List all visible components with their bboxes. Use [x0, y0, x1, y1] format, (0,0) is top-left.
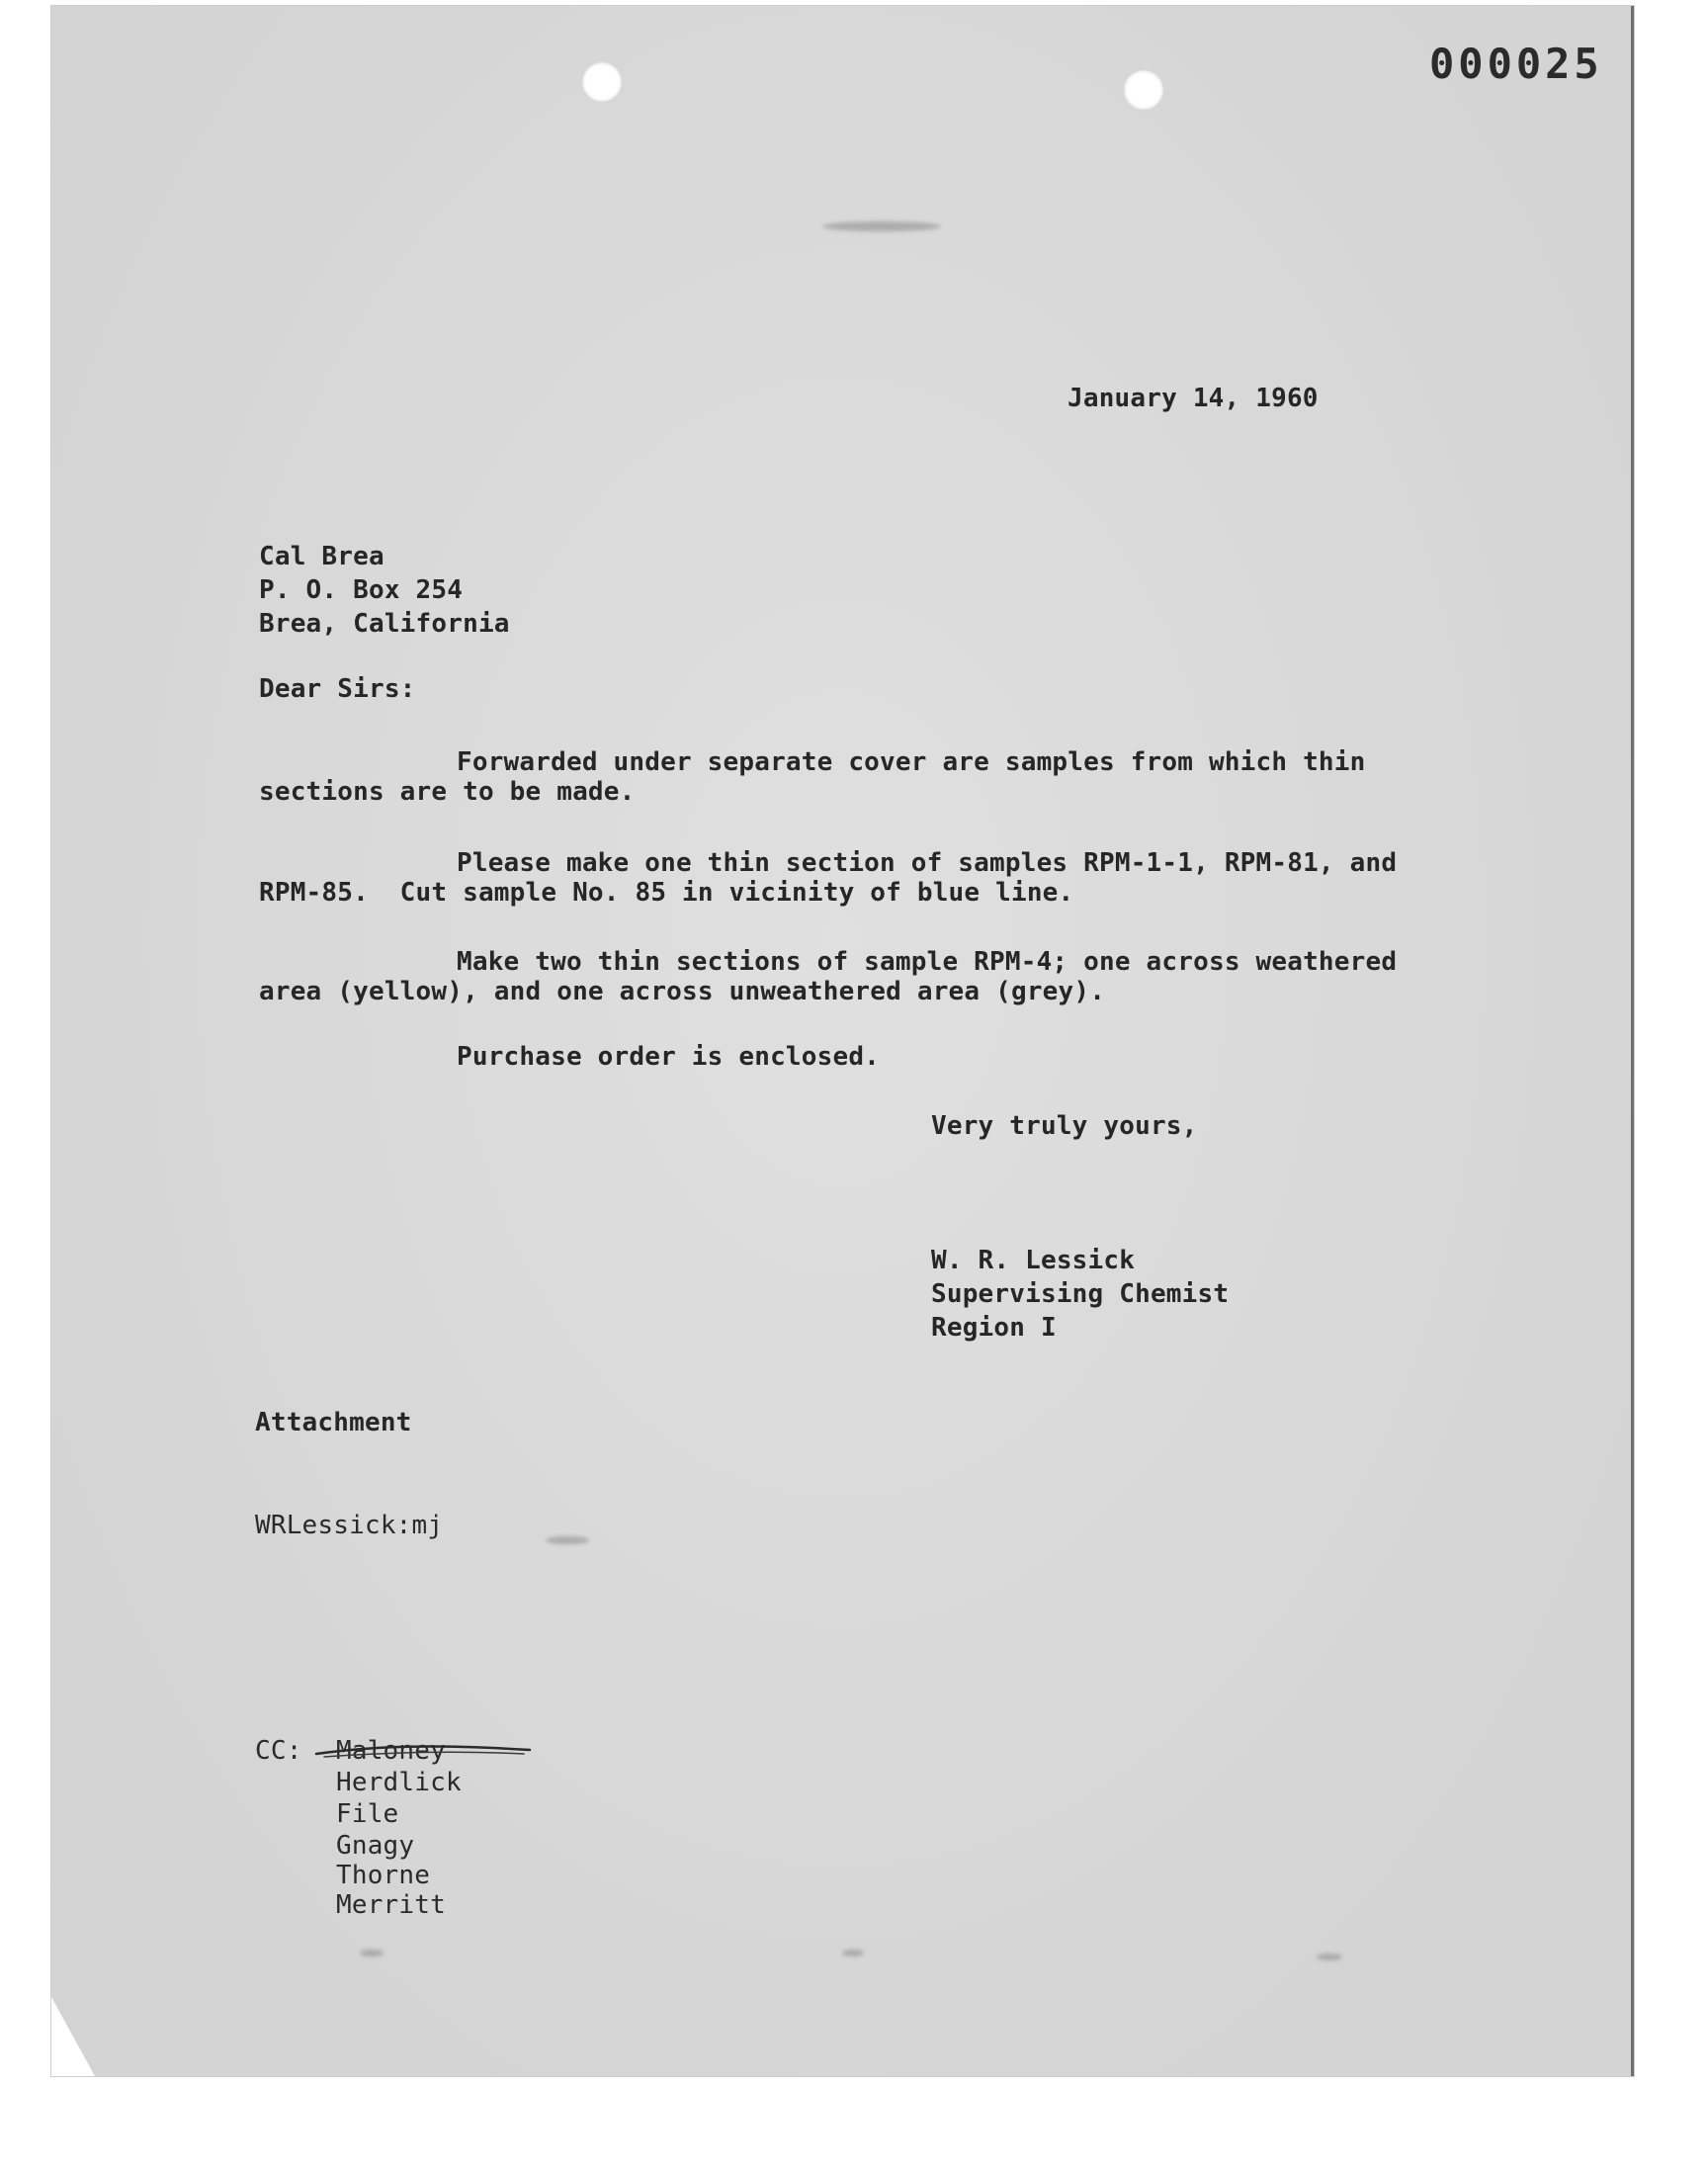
cc-name: Herdlick [336, 1768, 462, 1797]
paragraph-line: Forwarded under separate cover are samples from which thin [457, 747, 1366, 777]
cc-name: Merritt [336, 1890, 446, 1920]
salutation: Dear Sirs: [259, 674, 416, 704]
punch-hole-left [581, 61, 623, 103]
letter-date: January 14, 1960 [1068, 384, 1319, 413]
signer-title: Supervising Chemist [931, 1279, 1230, 1309]
paragraph-line: RPM-85. Cut sample No. 85 in vicinity of blue line. [259, 878, 1074, 908]
cc-name: Gnagy [336, 1831, 415, 1861]
smudge-mark [842, 1950, 864, 1957]
paragraph-line: Make two thin sections of sample RPM-4; one across weathered [457, 947, 1398, 977]
smudge-mark [822, 221, 941, 231]
cc-name: Maloney [336, 1736, 446, 1766]
paragraph-line: Please make one thin section of samples RPM-1-1, RPM-81, and [457, 848, 1398, 878]
recipient-name: Cal Brea [259, 542, 384, 571]
typist-initials: WRLessick:mj [255, 1511, 444, 1540]
recipient-box: P. O. Box 254 [259, 575, 464, 605]
paragraph-line: area (yellow), and one across unweathered area (grey). [259, 977, 1106, 1006]
attachment-note: Attachment [255, 1408, 412, 1437]
cc-name: File [336, 1799, 399, 1829]
paragraph-line: Purchase order is enclosed. [457, 1042, 881, 1072]
punch-hole-right [1123, 69, 1164, 111]
cc-name: Thorne [336, 1861, 431, 1890]
signer-region: Region I [931, 1313, 1057, 1343]
smudge-mark [1317, 1954, 1342, 1960]
smudge-mark [546, 1536, 589, 1544]
signer-name: W. R. Lessick [931, 1246, 1136, 1275]
smudge-mark [360, 1950, 384, 1957]
folded-corner [51, 1997, 95, 2076]
paragraph-line: sections are to be made. [259, 777, 636, 807]
recipient-city: Brea, California [259, 609, 510, 639]
cc-label: CC: [255, 1736, 302, 1766]
closing: Very truly yours, [931, 1111, 1198, 1141]
cc-underline-mark [314, 1742, 532, 1760]
document-number-stamp: 000025 [1429, 40, 1603, 88]
